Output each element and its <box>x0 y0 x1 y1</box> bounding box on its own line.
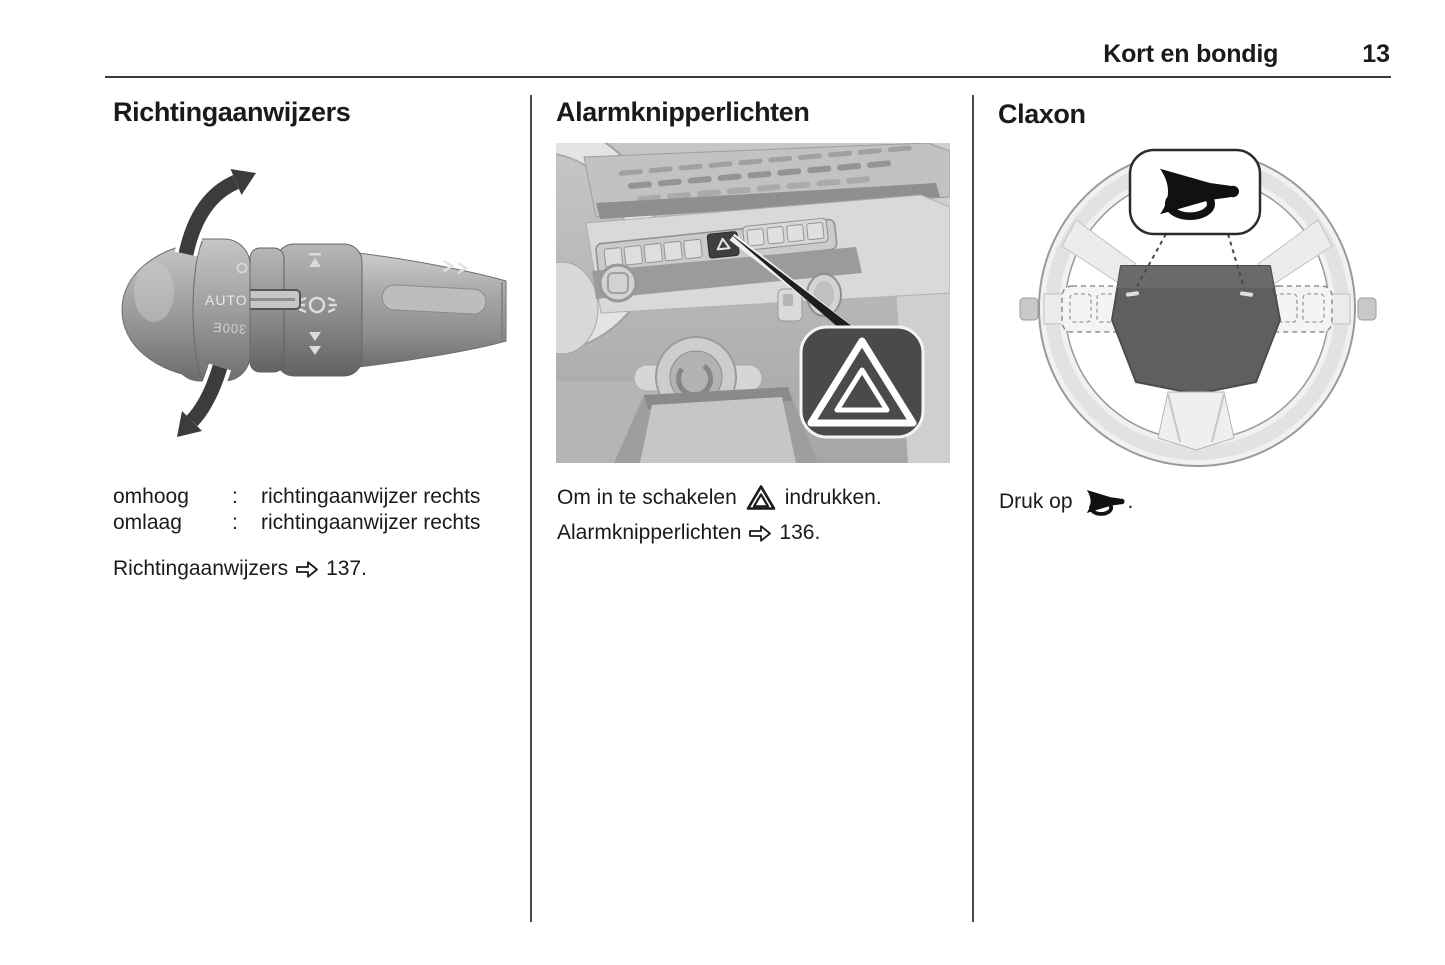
horn-instruction <box>999 487 1133 516</box>
round-vent <box>600 265 636 301</box>
reference-page: 137. <box>326 557 367 580</box>
horn-callout <box>1130 150 1260 234</box>
instruction-text-before: Om in te schakelen <box>557 485 737 509</box>
steering-wheel-horn-illustration <box>1018 142 1378 472</box>
stalk-auto-label: AUTO <box>205 292 248 308</box>
page-number: 13 <box>1362 40 1390 68</box>
heading-hazard-lights: Alarmknipperlichten <box>556 97 810 127</box>
stalk-shaft <box>350 252 506 368</box>
turn-signal-definition-list <box>113 484 480 536</box>
horn-icon <box>1082 487 1126 516</box>
column-divider-right <box>972 95 974 922</box>
stalk-rotated-label: 300E <box>211 319 247 337</box>
dashboard-hazard-illustration <box>556 143 950 463</box>
page-arrow-icon <box>295 560 319 579</box>
definition-description: richtingaanwijzer rechts <box>261 485 481 508</box>
left-stalk-nub <box>1020 298 1038 320</box>
section-title: Kort en bondig <box>1103 40 1279 68</box>
definition-row-down <box>113 510 480 536</box>
page-reference-turn-signals <box>113 556 367 582</box>
header-rule <box>105 76 1391 78</box>
right-stalk-nub <box>1358 298 1376 320</box>
instruction-text-before: Druk op <box>999 489 1073 513</box>
heading-turn-signals: Richtingaanwijzers <box>113 97 351 127</box>
hazard-callout <box>801 327 923 437</box>
column-divider-left <box>530 95 532 922</box>
reference-label: Richtingaanwijzers <box>113 557 289 580</box>
heading-horn: Claxon <box>998 99 1086 129</box>
definition-colon: : <box>232 485 238 508</box>
page-reference-hazard-lights <box>557 520 820 546</box>
instruction-text-after: . <box>1127 489 1134 513</box>
definition-description: richtingaanwijzer rechts <box>261 511 481 534</box>
page-arrow-icon <box>748 524 772 543</box>
turn-signal-stalk-illustration <box>110 160 510 460</box>
definition-term: omhoog <box>113 485 189 508</box>
instruction-text-after: indrukken. <box>784 485 882 509</box>
definition-colon: : <box>232 511 238 534</box>
center-console <box>614 387 818 463</box>
bottom-spoke <box>1158 392 1234 450</box>
stalk-knob <box>122 239 250 381</box>
definition-term: omlaag <box>113 511 182 534</box>
hazard-warning-icon <box>746 484 776 511</box>
definition-row-up <box>113 484 480 510</box>
reference-label: Alarmknipperlichten <box>557 521 742 544</box>
reference-page: 136. <box>779 521 821 544</box>
page-header <box>1103 40 1390 69</box>
hazard-instruction <box>557 484 882 511</box>
